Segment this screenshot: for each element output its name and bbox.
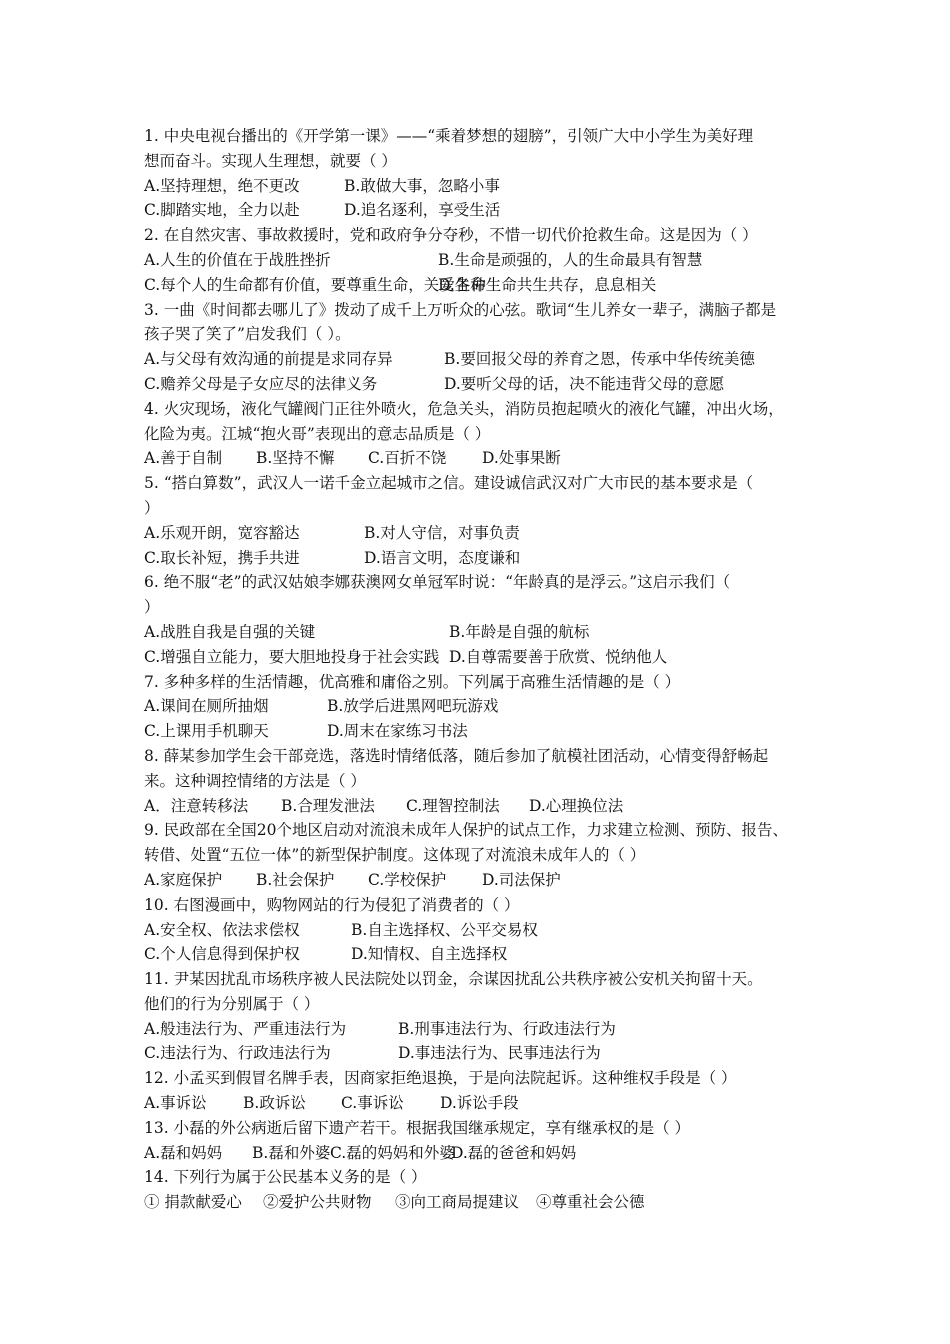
option-row: [144, 273, 824, 298]
answer-option: B.年龄是自强的航标: [449, 622, 590, 641]
answer-option: B.坚持不懈: [256, 449, 335, 468]
option-row: [144, 918, 824, 943]
option-row: [144, 794, 824, 819]
question-stem-line: 8. 薛某参加学生会干部竞选，落选时情绪低落，随后参加了航模社团活动，心情变得舒畅起: [144, 746, 769, 765]
answer-option: C.学校保护: [368, 870, 447, 889]
answer-option: D.追名逐利，享受生活: [344, 201, 501, 220]
question-stem-line: ）: [144, 498, 160, 517]
answer-option: D.处事果断: [482, 449, 561, 468]
answer-option: C.上课用手机聊天: [144, 722, 269, 741]
question-stem-line: 13. 小磊的外公病逝后留下遗产若干。根据我国继承规定，享有继承权的是（ ）: [144, 1118, 691, 1137]
question-stem-line: 化险为夷。江城“抱火哥”表现出的意志品质是（ ）: [144, 424, 491, 443]
answer-option: B.对人守信，对事负责: [364, 523, 520, 542]
answer-option: D.心理换位法: [529, 796, 624, 815]
question-10: [144, 893, 824, 967]
answer-option: C.事诉讼: [341, 1094, 404, 1113]
question-5: [144, 471, 824, 570]
option-row: [144, 546, 824, 571]
answer-option: C.每个人的生命都有价值，要尊重生命，关爱生命: [144, 275, 486, 294]
question-stem-line: 10. 右图漫画中，购物网站的行为侵犯了消费者的（ ）: [144, 895, 520, 914]
answer-option: B.要回报父母的养育之恩，传承中华传统美德: [444, 350, 755, 369]
option-row: [144, 1017, 824, 1042]
answer-option: C.个人信息得到保护权: [144, 945, 300, 964]
question-13: [144, 1116, 824, 1166]
question-stem-line: 2. 在自然灾害、事故救援时，党和政府争分夺秒，不惜一切代价抢救生命。这是因为（ ）: [144, 226, 758, 245]
answer-option: B.敢做大事，忽略小事: [344, 176, 500, 195]
answer-option: A.乐观开朗，宽容豁达: [144, 523, 300, 542]
option-row: [144, 694, 824, 719]
question-stem-line: 3. 一曲《时间都去哪儿了》拨动了成千上万听众的心弦。歌词“生儿养女一辈子，满脑子都是: [144, 300, 777, 319]
answer-option: A.磊和妈妈: [144, 1143, 223, 1162]
question-stem-line: 7. 多种多样的生活情趣，优高雅和庸俗之别。下列属于高雅生活情趣的是（ ）: [144, 672, 681, 691]
question-6: [144, 570, 824, 669]
answer-option: A．注意转移法: [144, 796, 249, 815]
answer-option: A.人生的价值在于战胜挫折: [144, 250, 331, 269]
answer-option: A.善于自制: [144, 449, 223, 468]
question-list: [144, 124, 824, 1215]
answer-option: B.自主选择权、公平交易权: [351, 920, 538, 939]
answer-option: C.取长补短，携手共进: [144, 548, 300, 567]
answer-option: C.脚踏实地，全力以赴: [144, 201, 300, 220]
answer-option: A.坚持理想，绝不更改: [144, 176, 300, 195]
answer-option: D.司法保护: [482, 870, 561, 889]
question-stem-line: 转借、处置“五位一体”的新型保护制度。这体现了对流浪未成年人的（ ）: [144, 846, 646, 865]
question-9: [144, 818, 824, 892]
option-row: [144, 645, 824, 670]
answer-option: B.合理发泄法: [281, 796, 375, 815]
question-stem-line: 孩子哭了笑了”启发我们（ ）。: [144, 325, 351, 344]
answer-option: D.诉讼手段: [440, 1094, 519, 1113]
question-stem-line: 想而奋斗。实现人生理想，就要（ ）: [144, 151, 397, 170]
answer-option: B.放学后进黑网吧玩游戏: [327, 697, 499, 716]
question-7: [144, 670, 824, 744]
question-stem-line: 9. 民政部在全国20个地区启动对流浪未成年人保护的试点工作，力求建立检测、预防、报告、: [144, 821, 788, 840]
answer-option: ④尊重社会公德: [536, 1193, 645, 1212]
answer-option: B.政诉讼: [243, 1094, 306, 1113]
answer-option: D.磊的爸爸和妈妈: [451, 1143, 577, 1162]
question-stem-line: 12. 小孟买到假冒名牌手表，因商家拒绝退换，于是向法院起诉。这种维权手段是（ ）: [144, 1069, 737, 1088]
option-row: [144, 521, 824, 546]
question-4: [144, 397, 824, 471]
question-stem-line: 6. 绝不服“老”的武汉姑娘李娜获澳网女单冠军时说：“年龄真的是浮云。”这启示我们（: [144, 573, 731, 592]
question-11: [144, 967, 824, 1066]
answer-option: B.刑事违法行为、行政违法行为: [398, 1019, 616, 1038]
question-stem-line: 1. 中央电视台播出的《开学第一课》——“乘着梦想的翅膀”，引领广大中小学生为美好理: [144, 127, 754, 145]
answer-option: C.增强自立能力，要大胆地投身于社会实践: [144, 647, 440, 666]
question-stem-line: 他们的行为分别属于（ ）: [144, 994, 320, 1013]
answer-option: D.知情权、自主选择权: [351, 945, 508, 964]
question-3: [144, 298, 824, 397]
answer-option: D.语言文明，态度谦和: [364, 548, 521, 567]
question-stem-line: 5. “搭白算数”，武汉人一诺千金立起城市之信。建设诚信武汉对广大市民的基本要求是（: [144, 474, 754, 493]
answer-option: B.生命是顽强的，人的生命最具有智慧: [438, 250, 703, 269]
question-12: [144, 1066, 824, 1116]
answer-option: D.自尊需要善于欣赏、悦纳他人: [449, 647, 668, 666]
answer-option: C.理智控制法: [406, 796, 500, 815]
question-8: [144, 744, 824, 818]
option-row: [144, 1041, 824, 1066]
answer-option: D.事违法行为、民事违法行为: [398, 1044, 601, 1063]
answer-option: B.社会保护: [256, 870, 335, 889]
option-row: [144, 347, 824, 372]
option-row: [144, 372, 824, 397]
option-row: [144, 1091, 824, 1116]
answer-option: C.赡养父母是子女应尽的法律义务: [144, 374, 378, 393]
answer-option: C.磊的妈妈和外婆: [330, 1143, 455, 1162]
answer-option: ③向工商局提建议: [395, 1193, 520, 1212]
option-row: [144, 248, 824, 273]
question-stem-line: ）: [144, 598, 160, 617]
option-row: [144, 719, 824, 744]
option-row: [144, 1141, 824, 1166]
question-14: [144, 1165, 824, 1215]
answer-option: A.家庭保护: [144, 870, 223, 889]
question-stem-line: 4. 火灾现场，液化气罐阀门正往外喷火，危急关头，消防员抱起喷火的液化气罐，冲出火场，: [144, 399, 784, 418]
answer-option: A.课间在厕所抽烟: [144, 697, 269, 716]
answer-option: D.周末在家练习书法: [327, 722, 468, 741]
option-row: [144, 198, 824, 223]
answer-option: ① 捐款献爱心: [144, 1193, 242, 1212]
answer-option: D.要听父母的话，决不能违背父母的意愿: [444, 374, 725, 393]
question-stem-line: 14. 下列行为属于公民基本义务的是（ ）: [144, 1168, 427, 1187]
option-row: [144, 620, 824, 645]
answer-option: A.事诉讼: [144, 1094, 207, 1113]
question-1: [144, 124, 824, 223]
answer-option: B.磊和外婆: [252, 1143, 331, 1162]
option-row: [144, 868, 824, 893]
answer-option: A.战胜自我是自强的关键: [144, 622, 316, 641]
question-stem-line: 11. 尹某因扰乱市场秩序被人民法院处以罚金，佘谋因扰乱公共秩序被公安机关拘留十天。: [144, 970, 763, 989]
option-row: [144, 1190, 824, 1215]
question-2: [144, 223, 824, 297]
option-row: [144, 446, 824, 471]
answer-option: C.百折不饶: [368, 449, 447, 468]
option-row: [144, 174, 824, 199]
answer-option: A.与父母有效沟通的前提是求同存异: [144, 350, 393, 369]
answer-option: ②爱护公共财物: [263, 1193, 372, 1212]
answer-option: C.违法行为、行政违法行为: [144, 1044, 331, 1063]
answer-option: A.般违法行为、严重违法行为: [144, 1019, 347, 1038]
answer-option: A.安全权、依法求偿权: [144, 920, 300, 939]
option-row: [144, 942, 824, 967]
question-stem-line: 来。这种调控情绪的方法是（ ）: [144, 771, 366, 790]
answer-option: D.各种生命共生共存，息息相关: [438, 275, 657, 294]
